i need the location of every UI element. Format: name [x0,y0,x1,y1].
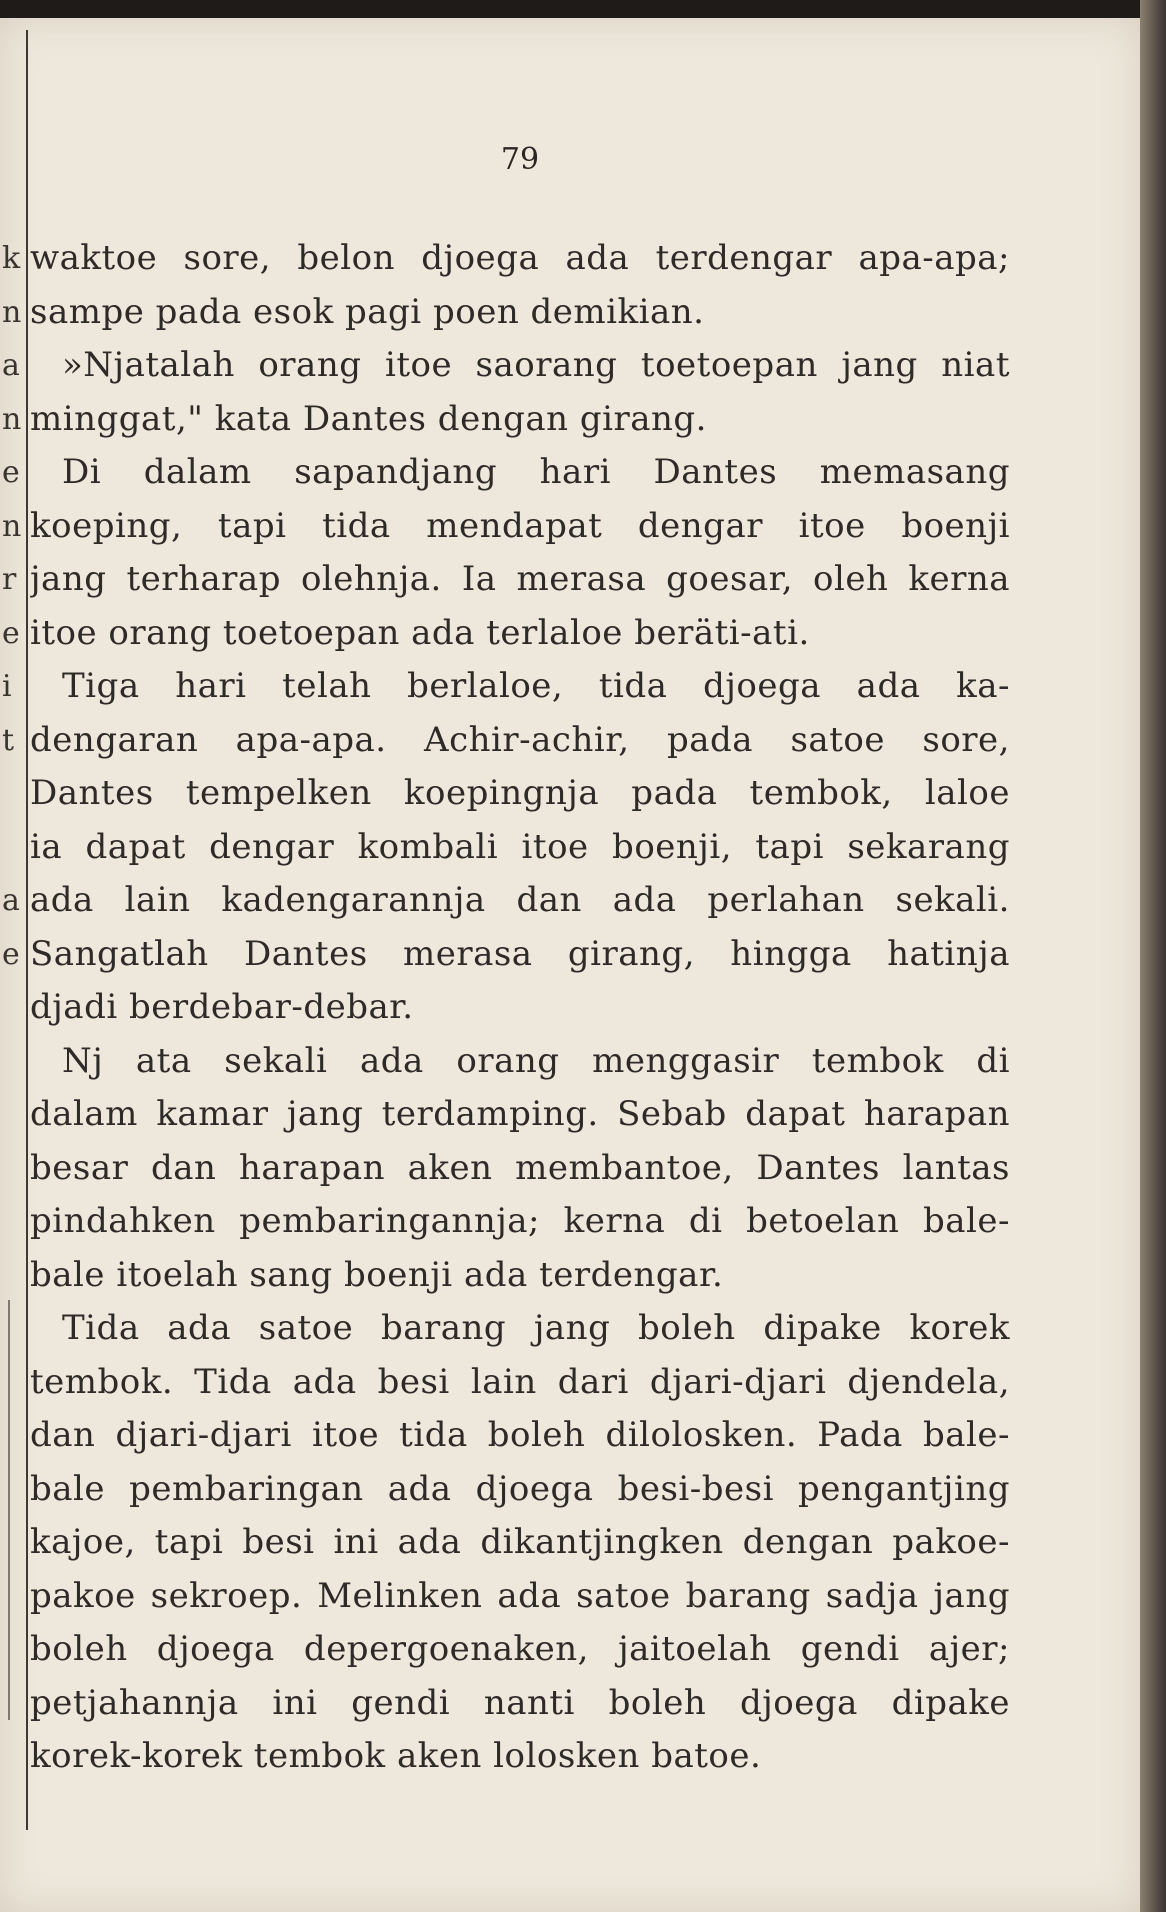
text-line: dalam kamar jang terdamping. Sebab dapat harapan [30,1094,1010,1134]
text-line: minggat," kata Dantes dengan girang. [30,398,707,439]
text-line: Dantes tempelken koepingnja pada tembok, laloe [30,773,1010,813]
text-line: tembok. Tida ada besi lain dari djari-djari djendela, [30,1361,1010,1402]
text-line: Tiga hari telah berlaloe, tida djoega ada ka- [62,666,1010,706]
text-line: kajoe, tapi besi ini ada dikantjingken dengan pakoe- [30,1522,1010,1562]
text-line: Sangatlah Dantes merasa girang, hingga hatinja [30,933,1010,974]
margin-fragment: a [2,348,20,383]
text-line: jang terharap olehnja. Ia merasa goesar, oleh kerna [30,559,1010,599]
page-gutter [26,30,28,1830]
margin-fragment [2,1570,24,1624]
margin-fragment: e [2,455,20,490]
text-line: korek-korek tembok aken lolosken batoe. [30,1736,762,1776]
previous-page-margin-text [2,232,24,1784]
text-line: Tida ada satoe barang jang boleh dipake korek [62,1308,1010,1348]
text-line: pakoe sekroep. Melinken ada satoe barang sadja jang [30,1575,1010,1616]
text-line: pindahken pembaringannja; kerna di betoelan bale- [30,1201,1010,1241]
margin-fragment [2,1677,24,1731]
margin-fragment: r [2,562,17,597]
text-line: »Njatalah orang itoe saorang toetoepan jang niat [62,345,1010,385]
text-line: ada lain kadengarannja dan ada perlahan sekali. [30,880,1010,920]
margin-fragment: e [2,615,20,651]
text-line: boleh djoega depergoenaken, jaitoelah gendi ajer; [30,1629,1010,1669]
book-top-edge [0,0,1166,18]
margin-fragment [2,1516,24,1570]
margin-fragment [2,1035,24,1089]
margin-fragment [2,1302,24,1356]
margin-fragment [2,767,24,821]
margin-fragment [2,1409,24,1463]
margin-fragment [2,1142,24,1196]
margin-fragment [2,1463,24,1517]
text-line: besar dan harapan aken membantoe, Dantes lantas [30,1147,1010,1188]
margin-fragment: n [2,401,22,437]
body-text [30,232,1010,1784]
margin-fragment [2,981,24,1035]
text-line: dan djari-djari itoe tida boleh dilolosken. Pada bale- [30,1415,1010,1455]
margin-fragment [2,1623,24,1677]
margin-fragment: n [2,294,22,330]
text-line: Di dalam sapandjang hari Dantes memasang [62,452,1010,492]
margin-fragment: a [2,883,20,918]
margin-fragment [2,821,24,875]
margin-fragment [2,1195,24,1249]
book-right-edge [1140,0,1166,1912]
text-line: dengaran apa-apa. Achir-achir, pada satoe sore, [30,719,1010,760]
page-number: 79 [500,142,540,177]
text-line: petjahannja ini gendi nanti boleh djoega dipake [30,1682,1010,1723]
margin-fragment: i [2,669,12,704]
text-line: ia dapat dengar kombali itoe boenji, tapi sekarang [30,826,1010,867]
margin-fragment: k [2,241,21,276]
margin-fragment [2,1356,24,1410]
text-line: sampe pada esok pagi poen demikian. [30,291,705,332]
margin-fragment: t [2,722,15,758]
margin-fragment [2,1088,24,1142]
text-line: waktoe sore, belon djoega ada terdengar apa-apa; [30,238,1010,278]
text-line: djadi berdebar-debar. [30,987,414,1027]
margin-fragment [2,1249,24,1303]
text-line: itoe orang toetoepan ada terlaloe beräti-ati. [30,612,810,653]
margin-fragment: e [2,936,20,972]
text-line: bale itoelah sang boenji ada terdengar. [30,1254,724,1295]
text-line: Nj ata sekali ada orang menggasir tembok di [62,1040,1010,1081]
text-line: koeping, tapi tida mendapat dengar itoe boenji [30,505,1010,546]
margin-fragment: n [2,508,22,544]
margin-fragment [2,1730,24,1784]
text-line: bale pembaringan ada djoega besi-besi pengantjing [30,1468,1010,1509]
